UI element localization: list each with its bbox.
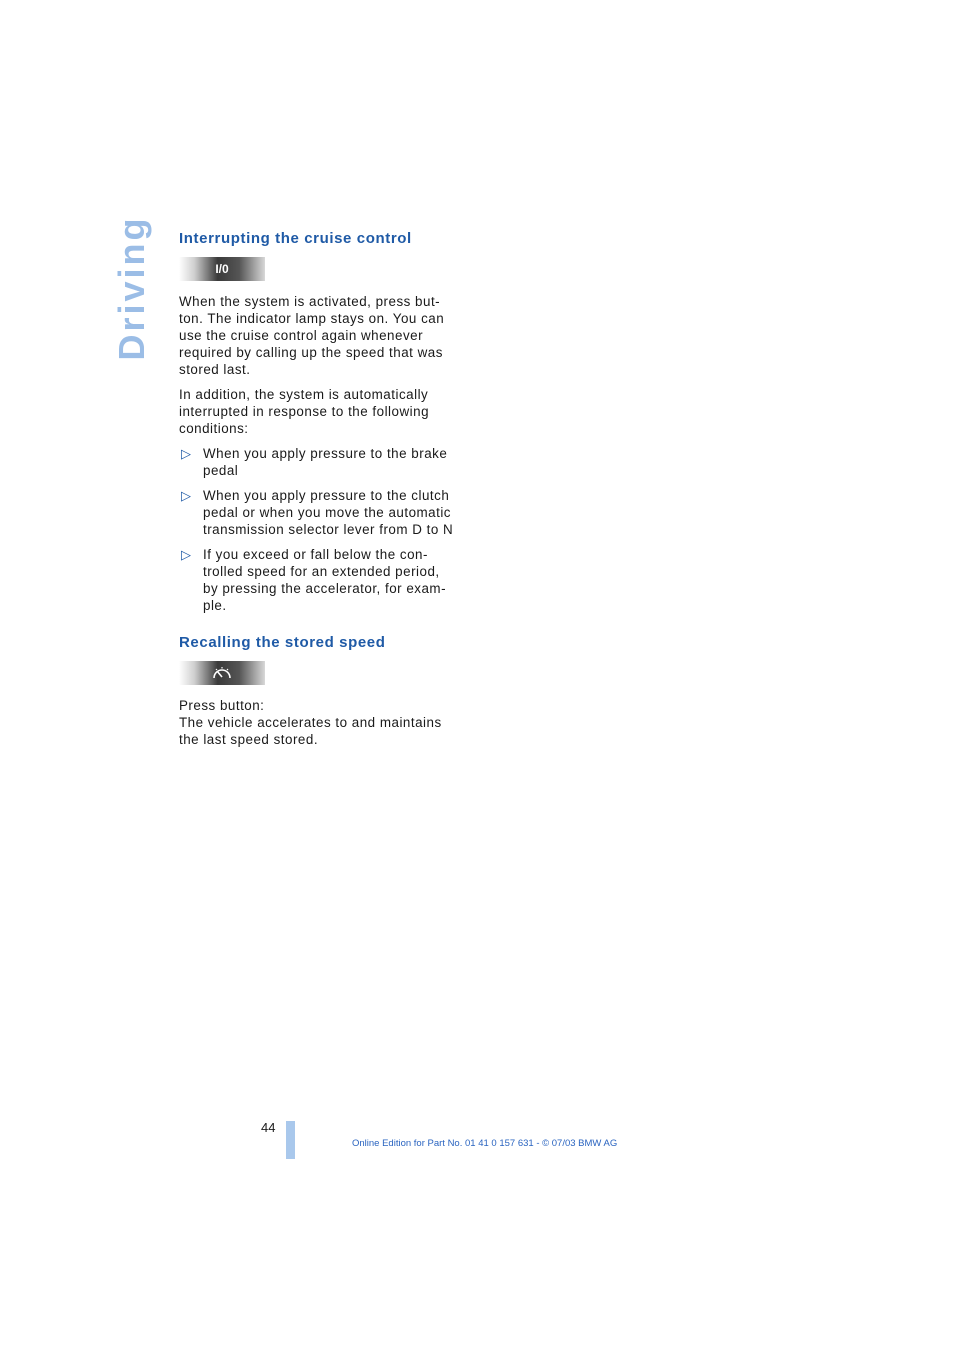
list-item: ▷ When you apply pressure to the clutch pedal or when you move the automatic transmission selector lever from D to N bbox=[181, 488, 454, 537]
resume-button-image bbox=[179, 661, 265, 685]
speedometer-resume-icon bbox=[211, 665, 233, 681]
conditions-list bbox=[179, 445, 479, 614]
svg-text:I/0: I/0 bbox=[215, 262, 229, 276]
page-marker-bar bbox=[286, 1121, 295, 1159]
page-number: 44 bbox=[261, 1120, 276, 1135]
main-content bbox=[179, 230, 479, 756]
paragraph-recall: Press button: The vehicle accelerates to and maintains the last speed stored. bbox=[179, 698, 442, 747]
chapter-title-text: Driving bbox=[111, 215, 152, 361]
list-item: ▷ If you exceed or fall below the con- trolled speed for an extended period, by pressing the accelerator, for exam- ple. bbox=[181, 547, 447, 613]
on-off-icon bbox=[210, 262, 234, 276]
arrow-bullet-icon: ▷ bbox=[181, 547, 192, 562]
on-off-button-image bbox=[179, 257, 265, 281]
arrow-bullet-icon: ▷ bbox=[181, 488, 192, 503]
footer-edition-text: Online Edition for Part No. 01 41 0 157 631 - © 07/03 BMW AG bbox=[352, 1138, 618, 1149]
list-item: ▷ When you apply pressure to the brake pedal bbox=[181, 446, 448, 478]
section-heading-recalling: Recalling the stored speed bbox=[179, 634, 386, 651]
arrow-bullet-icon: ▷ bbox=[181, 446, 192, 461]
chapter-side-title bbox=[111, 215, 152, 361]
paragraph-automatic-interrupt: In addition, the system is automatically interrupted in response to the following conditions: bbox=[179, 387, 430, 436]
section-heading-interrupting: Interrupting the cruise control bbox=[179, 230, 412, 247]
paragraph-activated: When the system is activated, press but- ton. The indicator lamp stays on. You can use the cruise control again whenever required by calling up the speed that was stored last. bbox=[179, 294, 445, 377]
